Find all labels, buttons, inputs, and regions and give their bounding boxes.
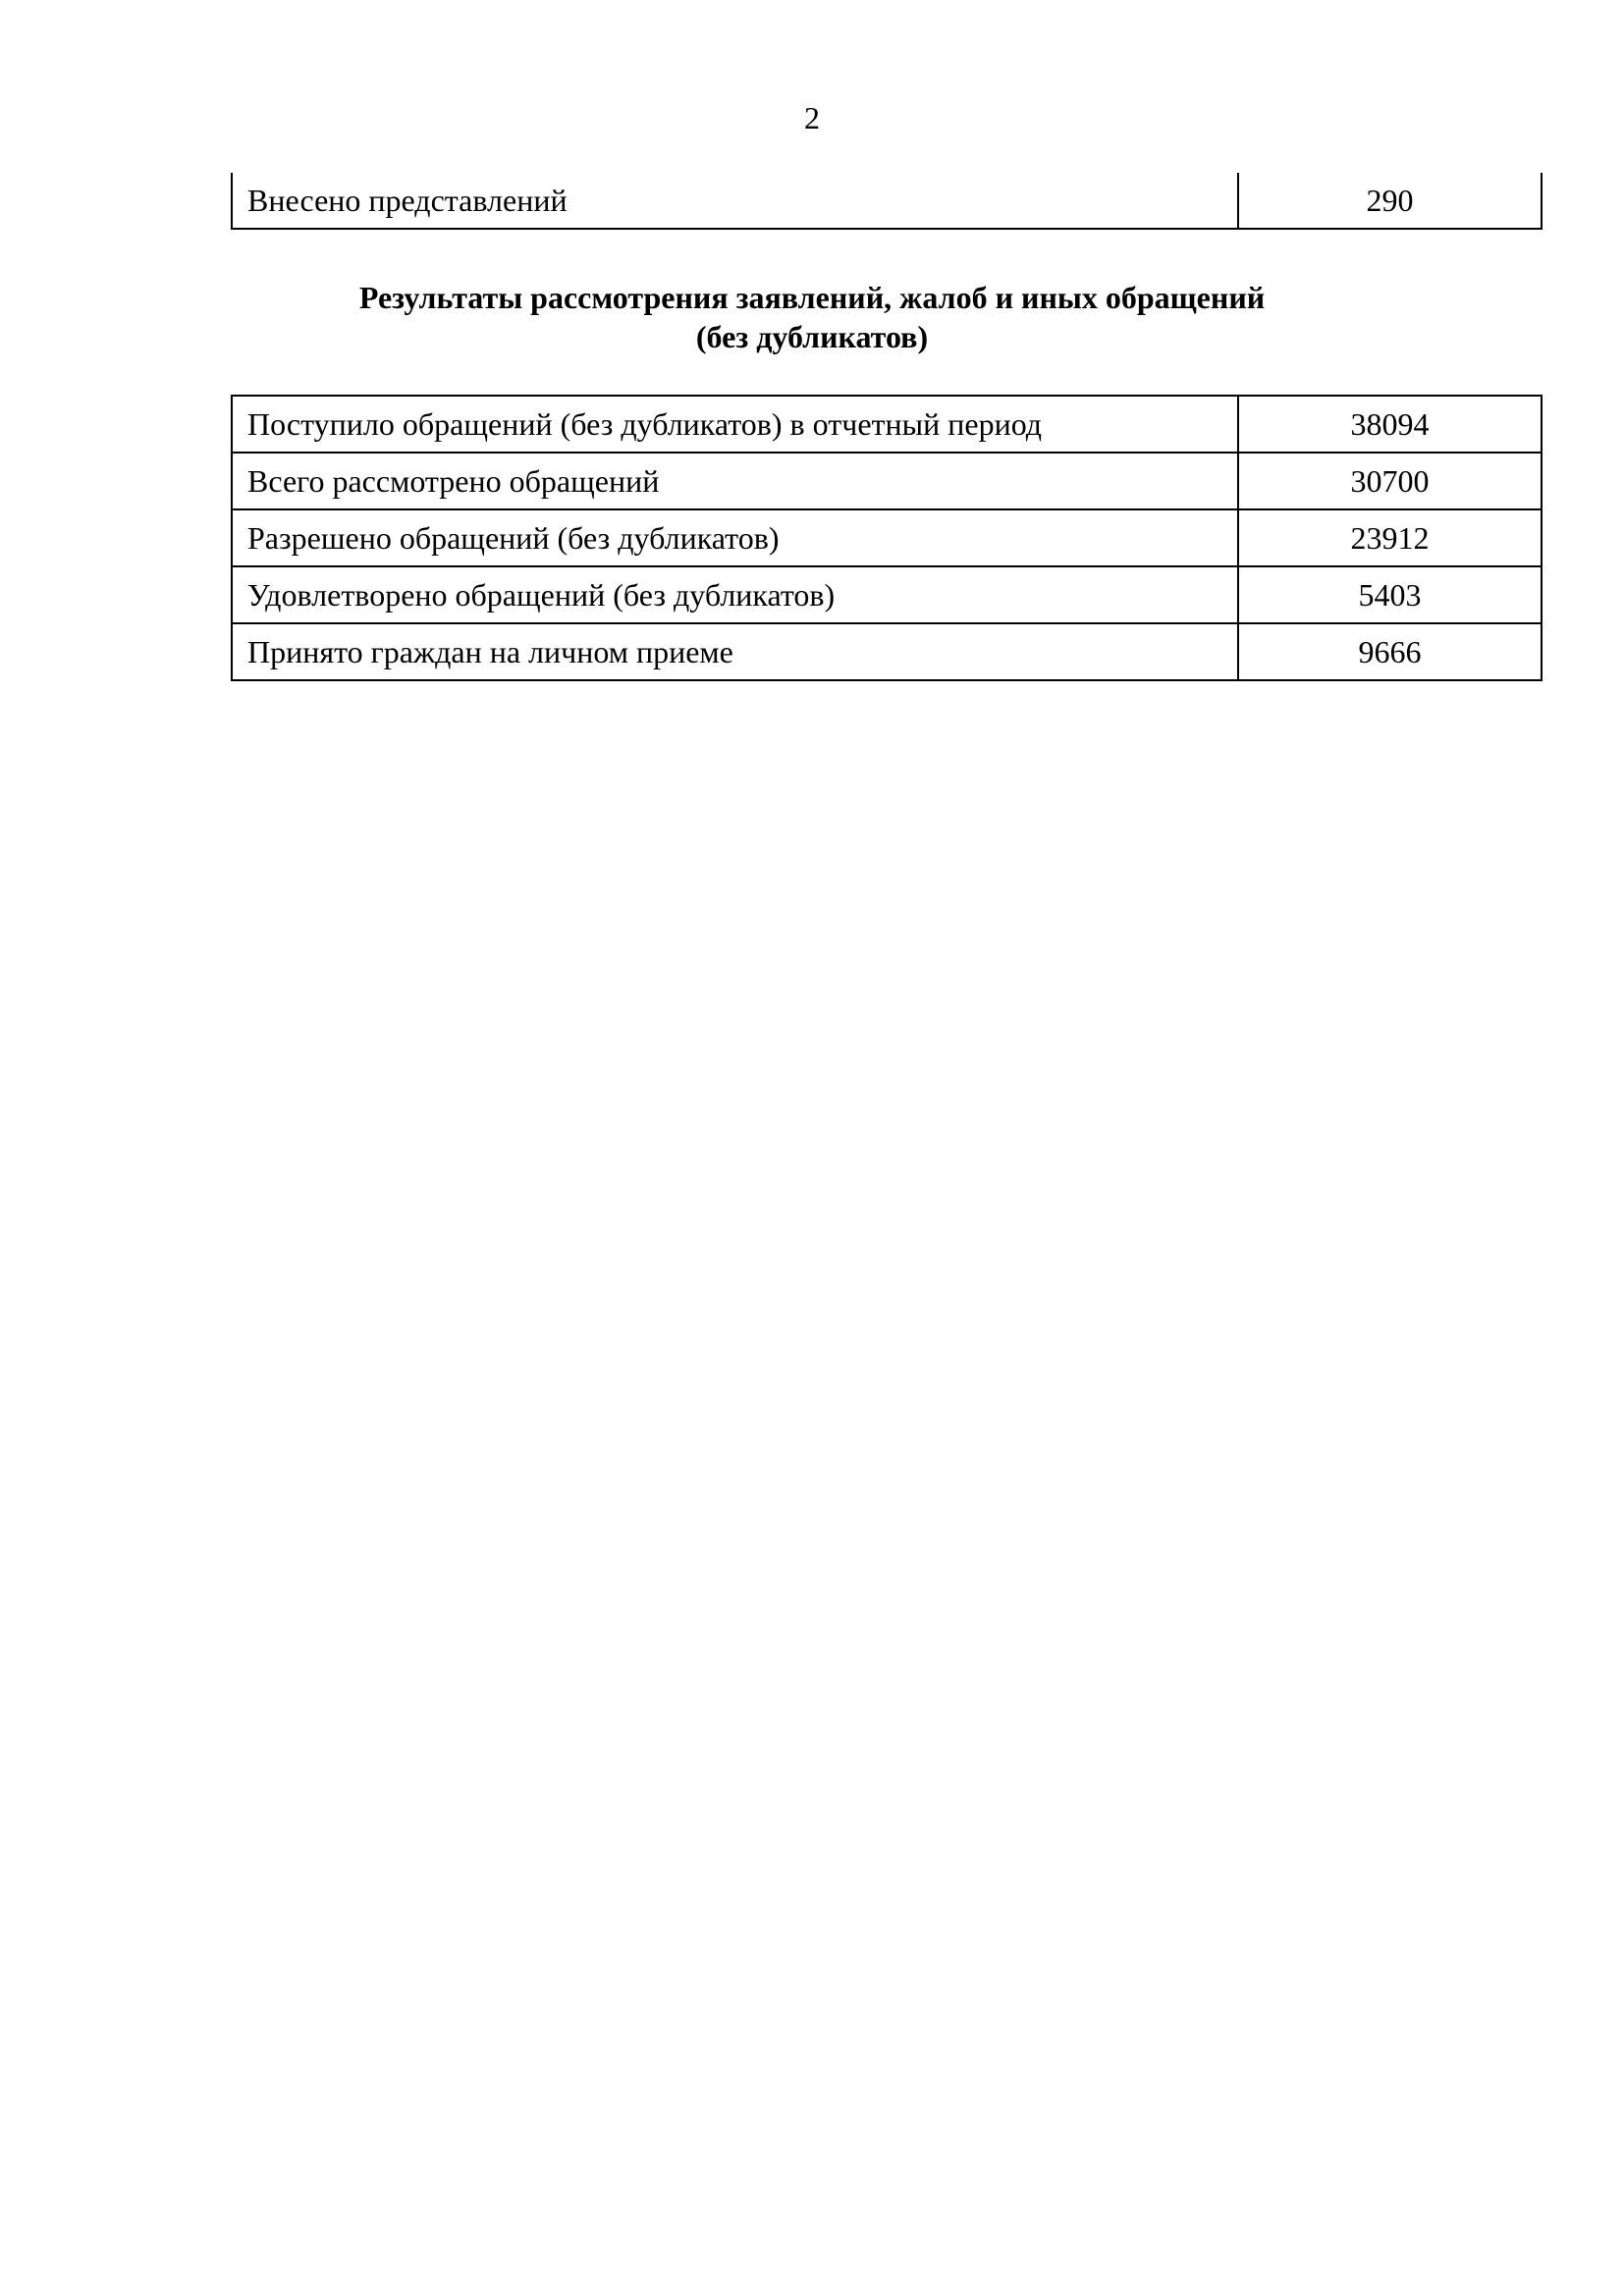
table-row	[232, 396, 1542, 453]
row-value: 290	[1238, 173, 1542, 229]
section-title	[0, 278, 1624, 356]
row-value: 5403	[1238, 566, 1542, 623]
row-label: Поступило обращений (без дубликатов) в отчетный период	[232, 396, 1238, 453]
table-row	[232, 173, 1542, 229]
row-value: 30700	[1238, 453, 1542, 509]
table-row	[232, 509, 1542, 566]
table-row	[232, 453, 1542, 509]
row-value: 9666	[1238, 623, 1542, 680]
row-label: Всего рассмотрено обращений	[232, 453, 1238, 509]
continued-table	[231, 173, 1543, 230]
row-label: Разрешено обращений (без дубликатов)	[232, 509, 1238, 566]
results-table	[231, 395, 1543, 681]
section-title-line-1: Результаты рассмотрения заявлений, жалоб и иных обращений	[358, 280, 1266, 315]
page-number: 2	[804, 100, 820, 135]
row-label: Принято граждан на личном приеме	[232, 623, 1238, 680]
section-title-line-2: (без дубликатов)	[695, 319, 929, 354]
row-label: Удовлетворено обращений (без дубликатов)	[232, 566, 1238, 623]
row-label: Внесено представлений	[232, 173, 1238, 229]
row-value: 38094	[1238, 396, 1542, 453]
row-value: 23912	[1238, 509, 1542, 566]
table-row	[232, 623, 1542, 680]
table-row	[232, 566, 1542, 623]
